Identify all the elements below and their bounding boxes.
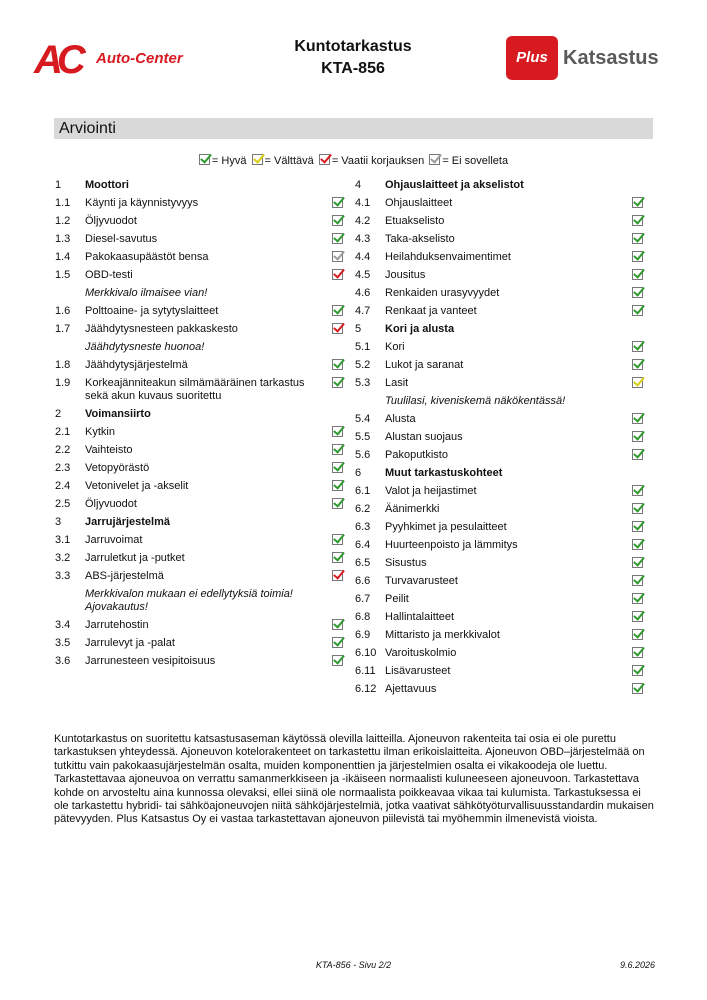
section-heading <box>355 176 645 194</box>
checkbox-good-icon <box>332 377 343 388</box>
item-label: Kori ja alusta <box>385 322 455 335</box>
checkbox-good-icon <box>632 341 643 352</box>
checkbox-good-icon <box>332 637 343 648</box>
page-number: KTA-856 - Sivu 2/2 <box>315 960 392 970</box>
item-number: 2.5 <box>55 497 71 510</box>
item-number: 4.4 <box>355 250 371 263</box>
item-number: 1.4 <box>55 250 71 263</box>
inspection-item <box>355 626 645 644</box>
checkbox-good-icon <box>632 449 643 460</box>
checkbox-good-icon <box>632 611 643 622</box>
item-number: 5.3 <box>355 376 371 389</box>
auto-center-logo-text: Auto-Center <box>96 50 183 67</box>
legend-item-fair <box>252 154 314 168</box>
item-label: Pyyhkimet ja pesulaitteet <box>385 520 507 533</box>
item-label: Vaihteisto <box>85 443 133 456</box>
checkbox-good-icon <box>632 485 643 496</box>
item-number: 1.1 <box>55 196 71 209</box>
checkbox-good-icon <box>332 498 343 509</box>
item-label: Lisävarusteet <box>385 664 451 677</box>
checkbox-good-icon <box>632 197 643 208</box>
plus-logo-mark: Plus <box>506 36 558 80</box>
document-title-line2: KTA-856 <box>321 60 385 77</box>
checkbox-good-icon <box>332 426 343 437</box>
item-label: Sisustus <box>385 556 427 569</box>
item-number: 6.2 <box>355 502 371 515</box>
inspection-item <box>355 410 645 428</box>
inspection-note: Merkkivalo ilmaisee vian! <box>85 286 208 299</box>
item-label: Vetonivelet ja -akselit <box>85 479 189 492</box>
item-label: Turvavarusteet <box>385 574 458 587</box>
item-label: Polttoaine- ja sytytyslaitteet <box>85 304 219 317</box>
item-label: Jarrutehostin <box>85 618 149 631</box>
item-label: OBD-testi <box>85 268 133 281</box>
checkbox-good-icon <box>632 251 643 262</box>
inspection-item <box>355 554 645 572</box>
item-label: Etuakselisto <box>385 214 445 227</box>
item-number: 2.1 <box>55 425 71 438</box>
inspection-item <box>355 608 645 626</box>
checkbox-good-icon <box>332 534 343 545</box>
item-label: Pakoputkisto <box>385 448 448 461</box>
inspection-item <box>55 531 345 549</box>
item-label: Korkeajänniteakun silmämääräinen tarkastus sekä akun kuvaus suoritettu <box>85 376 305 402</box>
item-number: 3.6 <box>55 654 71 667</box>
item-number: 6.12 <box>355 682 377 695</box>
item-label: Diesel-savutus <box>85 232 158 245</box>
item-label: Mittaristo ja merkkivalot <box>385 628 500 641</box>
item-label: Voimansiirto <box>85 407 151 420</box>
plus-logo-text: Katsastus <box>563 47 659 69</box>
item-label: Ajettavuus <box>385 682 437 695</box>
item-number: 6.1 <box>355 484 371 497</box>
checkbox-good-icon <box>632 521 643 532</box>
item-label: Kytkin <box>85 425 115 438</box>
inspection-item <box>355 374 645 392</box>
document-title <box>248 36 458 80</box>
item-label: Jousitus <box>385 268 426 281</box>
item-number: 3.5 <box>55 636 71 649</box>
item-number: 3.2 <box>55 551 71 564</box>
inspection-item <box>55 495 345 513</box>
item-label: Lasit <box>385 376 409 389</box>
item-number: 3.3 <box>55 569 71 582</box>
section-title: Arviointi <box>54 118 653 139</box>
item-number: 6.9 <box>355 628 371 641</box>
item-label: Jarrujärjestelmä <box>85 515 170 528</box>
checkbox-good-icon <box>632 629 643 640</box>
item-number: 6.5 <box>355 556 371 569</box>
inspection-item <box>355 212 645 230</box>
inspection-item <box>55 248 345 266</box>
left-column <box>55 176 345 670</box>
item-label: Jarruvoimat <box>85 533 143 546</box>
item-label: Käynti ja käynnistyvyys <box>85 196 199 209</box>
inspection-item <box>55 634 345 652</box>
inspection-item <box>355 482 645 500</box>
inspection-item <box>355 248 645 266</box>
item-number: 1 <box>55 178 62 191</box>
legend-label: = Vaatii korjauksen <box>331 155 425 167</box>
item-label: Ohjauslaitteet <box>385 196 453 209</box>
item-number: 1.6 <box>55 304 71 317</box>
item-number: 1.8 <box>55 358 71 371</box>
item-number: 6.11 <box>355 664 376 677</box>
item-label: Ohjauslaitteet ja akselistot <box>385 178 524 191</box>
item-number: 3.4 <box>55 618 71 631</box>
checkbox-good-icon <box>332 552 343 563</box>
item-label: Heilahduksenvaimentimet <box>385 250 511 263</box>
legend-item-bad <box>319 154 424 168</box>
inspection-item <box>55 616 345 634</box>
checkbox-good-icon <box>632 431 643 442</box>
item-label: Renkaiden urasyvyydet <box>385 286 500 299</box>
inspection-item <box>355 284 645 302</box>
item-number: 5.6 <box>355 448 371 461</box>
checkbox-good-icon <box>332 655 343 666</box>
item-label: Kori <box>385 340 405 353</box>
inspection-item <box>55 194 345 212</box>
item-label: Jarrunesteen vesipitoisuus <box>85 654 216 667</box>
checkbox-fair-icon <box>252 154 263 165</box>
checkbox-good-icon <box>632 647 643 658</box>
inspection-item <box>55 266 345 284</box>
item-label: Moottori <box>85 178 129 191</box>
item-number: 4.6 <box>355 286 371 299</box>
item-label: Äänimerkki <box>385 502 440 515</box>
item-number: 5 <box>355 322 362 335</box>
inspection-item <box>355 302 645 320</box>
item-number: 6.4 <box>355 538 371 551</box>
item-number: 1.9 <box>55 376 71 389</box>
checkbox-good-icon <box>632 665 643 676</box>
checkbox-good-icon <box>332 480 343 491</box>
checkbox-good-icon <box>332 462 343 473</box>
inspection-item <box>55 567 345 585</box>
inspection-item <box>55 320 345 338</box>
item-label: Hallintalaitteet <box>385 610 455 623</box>
checkbox-bad-icon <box>319 154 330 165</box>
item-number: 6.6 <box>355 574 371 587</box>
inspection-item <box>55 423 345 441</box>
item-number: 1.3 <box>55 232 71 245</box>
item-number: 2.3 <box>55 461 71 474</box>
item-number: 3 <box>55 515 62 528</box>
item-label: Muut tarkastuskohteet <box>385 466 503 479</box>
right-column <box>355 176 645 698</box>
checkbox-bad-icon <box>332 269 343 280</box>
document-title-line1: Kuntotarkastus <box>294 38 412 55</box>
item-label: Jäähdytysnesteen pakkaskesto <box>85 322 238 335</box>
section-heading <box>55 176 345 194</box>
checkbox-good-icon <box>199 154 210 165</box>
inspection-item <box>355 230 645 248</box>
item-number: 6.7 <box>355 592 371 605</box>
checkbox-good-icon <box>332 215 343 226</box>
footer-date: 9.6.2026 <box>619 960 655 970</box>
inspection-note: Merkkivalon mukaan ei edellytyksiä toimia! Ajovakautus! <box>85 587 293 613</box>
checkbox-na-icon <box>332 251 343 262</box>
legend-item-good <box>199 154 247 168</box>
item-number: 1.7 <box>55 322 71 335</box>
item-number: 1.5 <box>55 268 71 281</box>
inspection-item <box>355 356 645 374</box>
item-label: Alustan suojaus <box>385 430 463 443</box>
item-label: Peilit <box>385 592 409 605</box>
checkbox-good-icon <box>632 575 643 586</box>
item-number: 5.2 <box>355 358 371 371</box>
item-label: Huurteenpoisto ja lämmitys <box>385 538 518 551</box>
checkbox-good-icon <box>632 233 643 244</box>
inspection-item <box>355 338 645 356</box>
checkbox-good-icon <box>632 269 643 280</box>
item-label: Valot ja heijastimet <box>385 484 477 497</box>
item-number: 6 <box>355 466 362 479</box>
inspection-item <box>355 662 645 680</box>
checkbox-good-icon <box>632 305 643 316</box>
checkbox-good-icon <box>332 444 343 455</box>
legend-label: = Ei sovelleta <box>442 155 509 167</box>
item-label: ABS-järjestelmä <box>85 569 164 582</box>
inspection-item <box>355 590 645 608</box>
item-number: 5.5 <box>355 430 371 443</box>
item-number: 2.2 <box>55 443 71 456</box>
inspection-item <box>55 212 345 230</box>
inspection-item <box>355 572 645 590</box>
inspection-item <box>355 194 645 212</box>
checkbox-bad-icon <box>332 570 343 581</box>
checkbox-good-icon <box>632 503 643 514</box>
item-label: Taka-akselisto <box>385 232 455 245</box>
inspection-item <box>355 644 645 662</box>
item-number: 3.1 <box>55 533 71 546</box>
checkbox-good-icon <box>632 215 643 226</box>
inspection-item <box>55 302 345 320</box>
inspection-item <box>355 680 645 698</box>
plus-katsastus-logo <box>506 36 676 80</box>
item-label: Lukot ja saranat <box>385 358 464 371</box>
checkbox-good-icon <box>632 539 643 550</box>
item-number: 4.7 <box>355 304 371 317</box>
item-label: Renkaat ja vanteet <box>385 304 477 317</box>
disclaimer-text: Kuntotarkastus on suoritettu katsastusaseman käytössä olevilla laitteilla. Ajoneuvon rakenteita tai osia ei ole purettu tarkastuksen yhteydessä. Ajoneuvon kotelorakenteet on tarkastettu ilman erikoislaitteita. Ajoneuvon OBD–järjestelmää on tutkittu vain pakokaasujärjestelmän osalta, muiden komponenttien ja järjestelmien osalta ei vikakoodeja ole luettu. Tarkastettavaa ajoneuvoa on verrattu samanmerkkiseen ja -ikäiseen normaalisti kuluneeseen ajoneuvoon. Tarkastettava kohde on arvosteltu aina kunnossa olevaksi, ellei siinä ole normaalista poikkeavaa vikaa tai kulumista. Tarkastuksessa ei ole tarkastettu hybridi- tai sähköajoneuvojen niitä sähköjärjestelmiä, jotka vaativat sähkötyöturvallisuusstandardin mukaisen pätevyyden. Plus Katsastus Oy ei vastaa tarkastettavan ajoneuvon piilevistä tai myöhemmin ilmenevistä vioista. <box>54 733 654 826</box>
checkbox-good-icon <box>632 557 643 568</box>
checkbox-good-icon <box>332 305 343 316</box>
item-label: Jarrulevyt ja -palat <box>85 636 175 649</box>
item-label: Vetopyörästö <box>85 461 150 474</box>
checkbox-bad-icon <box>332 323 343 334</box>
item-number: 4.5 <box>355 268 371 281</box>
item-number: 4 <box>355 178 362 191</box>
checkbox-good-icon <box>632 683 643 694</box>
inspection-item <box>55 652 345 670</box>
checkbox-good-icon <box>632 287 643 298</box>
auto-center-logo-mark: AC <box>34 38 80 82</box>
inspection-item <box>355 500 645 518</box>
item-number: 6.8 <box>355 610 371 623</box>
checkbox-good-icon <box>332 359 343 370</box>
inspection-item <box>355 446 645 464</box>
item-label: Jäähdytysjärjestelmä <box>85 358 188 371</box>
item-label: Öljyvuodot <box>85 214 137 227</box>
inspection-item <box>55 230 345 248</box>
inspection-item <box>355 536 645 554</box>
inspection-item <box>55 356 345 374</box>
auto-center-logo <box>34 38 214 82</box>
item-number: 1.2 <box>55 214 71 227</box>
inspection-note: Jäähdytysneste huonoa! <box>85 340 205 353</box>
inspection-item <box>55 549 345 567</box>
inspection-item <box>355 266 645 284</box>
item-number: 2 <box>55 407 62 420</box>
section-heading <box>55 405 345 423</box>
legend-item-na <box>429 154 508 168</box>
section-heading <box>355 464 645 482</box>
item-label: Jarruletkut ja -putket <box>85 551 185 564</box>
item-number: 6.10 <box>355 646 377 659</box>
checkbox-good-icon <box>332 197 343 208</box>
checkbox-good-icon <box>632 413 643 424</box>
checkbox-fair-icon <box>632 377 643 388</box>
inspection-item <box>55 477 345 495</box>
item-label: Varoituskolmio <box>385 646 457 659</box>
inspection-item <box>355 428 645 446</box>
item-label: Öljyvuodot <box>85 497 137 510</box>
item-label: Pakokaasupäästöt bensa <box>85 250 209 263</box>
checkbox-good-icon <box>332 619 343 630</box>
item-number: 4.2 <box>355 214 371 227</box>
inspection-note: Tuulilasi, kiveniskemä näkökentässä! <box>385 394 566 407</box>
checkbox-good-icon <box>632 593 643 604</box>
section-heading <box>55 513 345 531</box>
item-number: 6.3 <box>355 520 371 533</box>
item-number: 5.4 <box>355 412 371 425</box>
item-number: 4.1 <box>355 196 371 209</box>
item-number: 4.3 <box>355 232 371 245</box>
inspection-item <box>55 441 345 459</box>
legend-label: = Hyvä <box>211 155 247 167</box>
legend <box>0 154 707 171</box>
item-number: 2.4 <box>55 479 71 492</box>
section-heading <box>355 320 645 338</box>
item-label: Alusta <box>385 412 416 425</box>
legend-label: = Välttävä <box>264 155 314 167</box>
checkbox-good-icon <box>332 233 343 244</box>
inspection-item <box>55 374 345 405</box>
checkbox-na-icon <box>429 154 440 165</box>
checkbox-good-icon <box>632 359 643 370</box>
inspection-item <box>355 518 645 536</box>
inspection-item <box>55 459 345 477</box>
item-number: 5.1 <box>355 340 371 353</box>
